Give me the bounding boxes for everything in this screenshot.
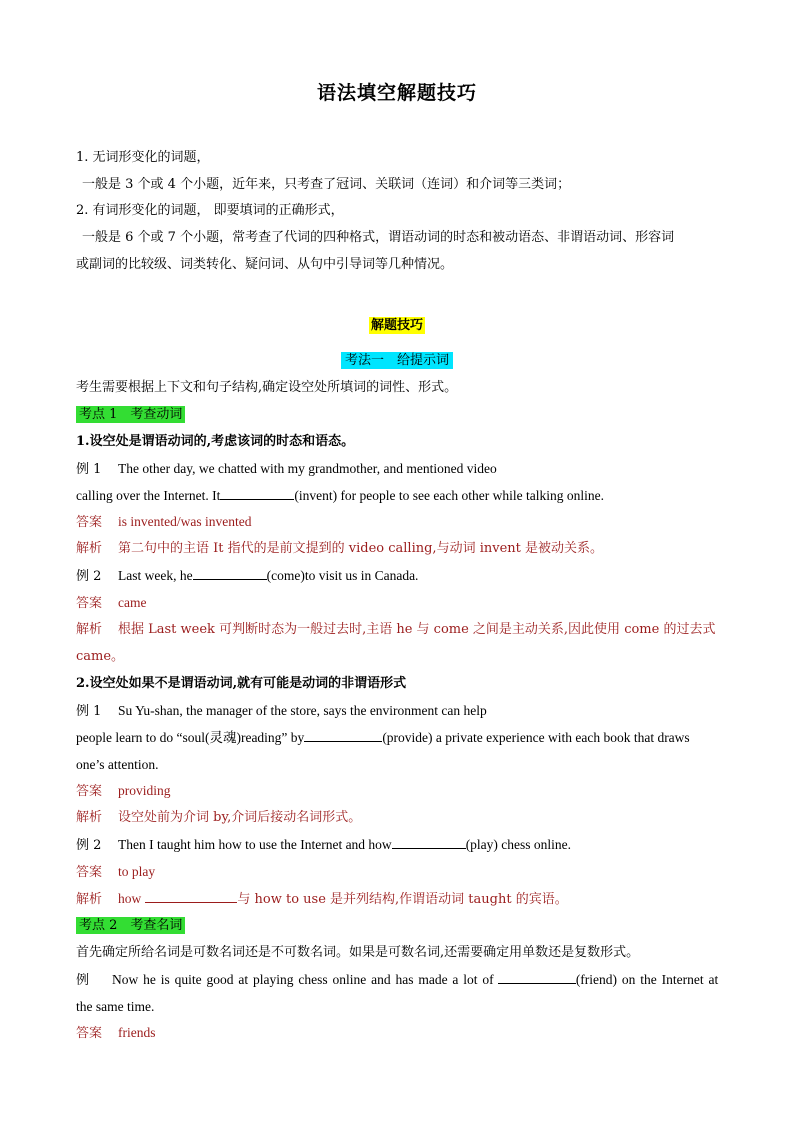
example-text: calling over the Internet. It — [76, 488, 221, 503]
example-text: (provide) a private experience with each book that draws — [382, 730, 690, 745]
answer-label: 答案 — [76, 865, 103, 880]
answer-text: friends — [118, 1025, 156, 1040]
intro-line-3: 2. 有词形变化的词题， 即要填词的正确形式， — [76, 203, 344, 218]
example-text: (invent) for people to see each other while talking online. — [294, 488, 604, 503]
example-text: The other day, we chatted with my grandmother, and mentioned video — [118, 461, 497, 476]
explanation-text: how — [118, 891, 142, 906]
answer-blank — [145, 890, 237, 903]
example-1-explanation — [76, 536, 720, 562]
point-2-example-answer — [76, 1020, 720, 1047]
intro-line-5: 或副词的比较级、词类转化、疑问词、从句中引导词等几种情况。 — [76, 257, 454, 272]
example-4-answer — [76, 859, 720, 886]
explanation-label: 解析 — [76, 541, 103, 556]
example-text: Now he is quite good at playing chess online and has made a lot of — [112, 972, 494, 987]
answer-label: 答案 — [76, 515, 103, 530]
point-2-description: 首先确定所给名词是可数名词还是不可数名词。如果是可数名词,还需要确定用单数还是复数形式。 — [76, 945, 640, 960]
example-text: people learn to do “soul(灵魂)reading” by — [76, 730, 305, 745]
answer-blank — [498, 971, 576, 984]
explanation-label: 解析 — [76, 622, 103, 637]
answer-text: is invented/was invented — [118, 514, 252, 529]
example-2-line-1 — [76, 563, 720, 590]
example-3-explanation — [76, 805, 720, 831]
example-3-line-3: one’s attention. — [76, 757, 159, 772]
explanation-text: 根据 Last week 可判断时态为一般过去时,主语 he 与 come 之间是主动关系,因此使用 come 的过去式 — [118, 622, 716, 637]
answer-label: 答案 — [76, 784, 103, 799]
example-4-explanation — [76, 886, 720, 913]
method-title — [0, 348, 794, 374]
example-label: 例 — [76, 973, 90, 988]
example-text: Then I taught him how to use the Internet and how — [118, 837, 392, 852]
example-label: 例 1 — [76, 704, 102, 719]
example-3-answer — [76, 778, 720, 805]
explanation-text: 与 how to use 是并列结构,作谓语动词 taught 的宾语。 — [237, 892, 568, 907]
example-1-answer — [76, 509, 720, 536]
answer-blank — [304, 729, 382, 742]
answer-label: 答案 — [76, 596, 103, 611]
example-label: 例 1 — [76, 462, 102, 477]
example-3-line-1 — [76, 698, 720, 725]
point-2-example-line-1 — [76, 967, 720, 994]
intro-line-4: 一般是 6 个或 7 个小题，常考查了代词的四种格式，谓语动词的时态和被动语态、非谓语动词、形容词 — [82, 230, 675, 245]
example-text: (friend) on the Internet at — [575, 972, 719, 987]
example-text: (play) chess online. — [465, 837, 572, 852]
method-title-text: 考法一 给提示词 — [341, 352, 453, 369]
example-4-line-1 — [76, 832, 720, 859]
point-2-label-text: 考点 2 考查名词 — [76, 917, 185, 934]
answer-text: to play — [118, 864, 156, 879]
point-1-heading-2: 2.设空处如果不是谓语动词,就有可能是动词的非谓语形式 — [76, 676, 407, 691]
point-2-example-line-2: the same time. — [76, 999, 155, 1014]
example-2-explanation-cont: came。 — [76, 649, 125, 664]
example-label: 例 2 — [76, 838, 102, 853]
explanation-label: 解析 — [76, 810, 103, 825]
example-1-line-2 — [76, 483, 720, 509]
answer-text: came — [118, 595, 147, 610]
point-1-heading-1: 1.设空处是谓语动词的,考虑该词的时态和语态。 — [76, 434, 355, 449]
example-2-answer — [76, 590, 720, 617]
explanation-text: 第二句中的主语 It 指代的是前文提到的 video calling,与动词 invent 是被动关系。 — [118, 541, 603, 556]
point-1-label — [76, 402, 720, 428]
page-title: 语法填空解题技巧 — [316, 82, 477, 104]
intro-line-1: 1. 无词形变化的词题， — [76, 150, 210, 165]
answer-text: providing — [118, 783, 171, 798]
example-text: (come)to visit us in Canada. — [266, 568, 419, 583]
answer-blank — [392, 836, 466, 849]
answer-label: 答案 — [76, 1026, 103, 1041]
example-text: Su Yu-shan, the manager of the store, says the environment can help — [118, 703, 487, 718]
example-3-line-2 — [76, 725, 720, 751]
method-description: 考生需要根据上下文和句子结构,确定设空处所填词的词性、形式。 — [76, 380, 458, 395]
example-2-explanation — [76, 617, 720, 643]
section-title-text: 解题技巧 — [370, 318, 423, 333]
point-2-label — [76, 913, 720, 939]
explanation-label: 解析 — [76, 892, 103, 907]
intro-line-2: 一般是 3 个或 4 个小题，近年来，只考查了冠词、关联词（连词）和介词等三类词； — [82, 177, 571, 192]
answer-blank — [220, 487, 294, 500]
answer-blank — [193, 567, 267, 580]
explanation-text: 设空处前为介词 by,介词后接动名词形式。 — [118, 810, 362, 825]
example-label: 例 2 — [76, 569, 102, 584]
example-text: Last week, he — [118, 568, 193, 583]
example-1-line-1 — [76, 456, 720, 483]
point-1-label-text: 考点 1 考查动词 — [76, 406, 185, 423]
section-title — [0, 313, 794, 339]
